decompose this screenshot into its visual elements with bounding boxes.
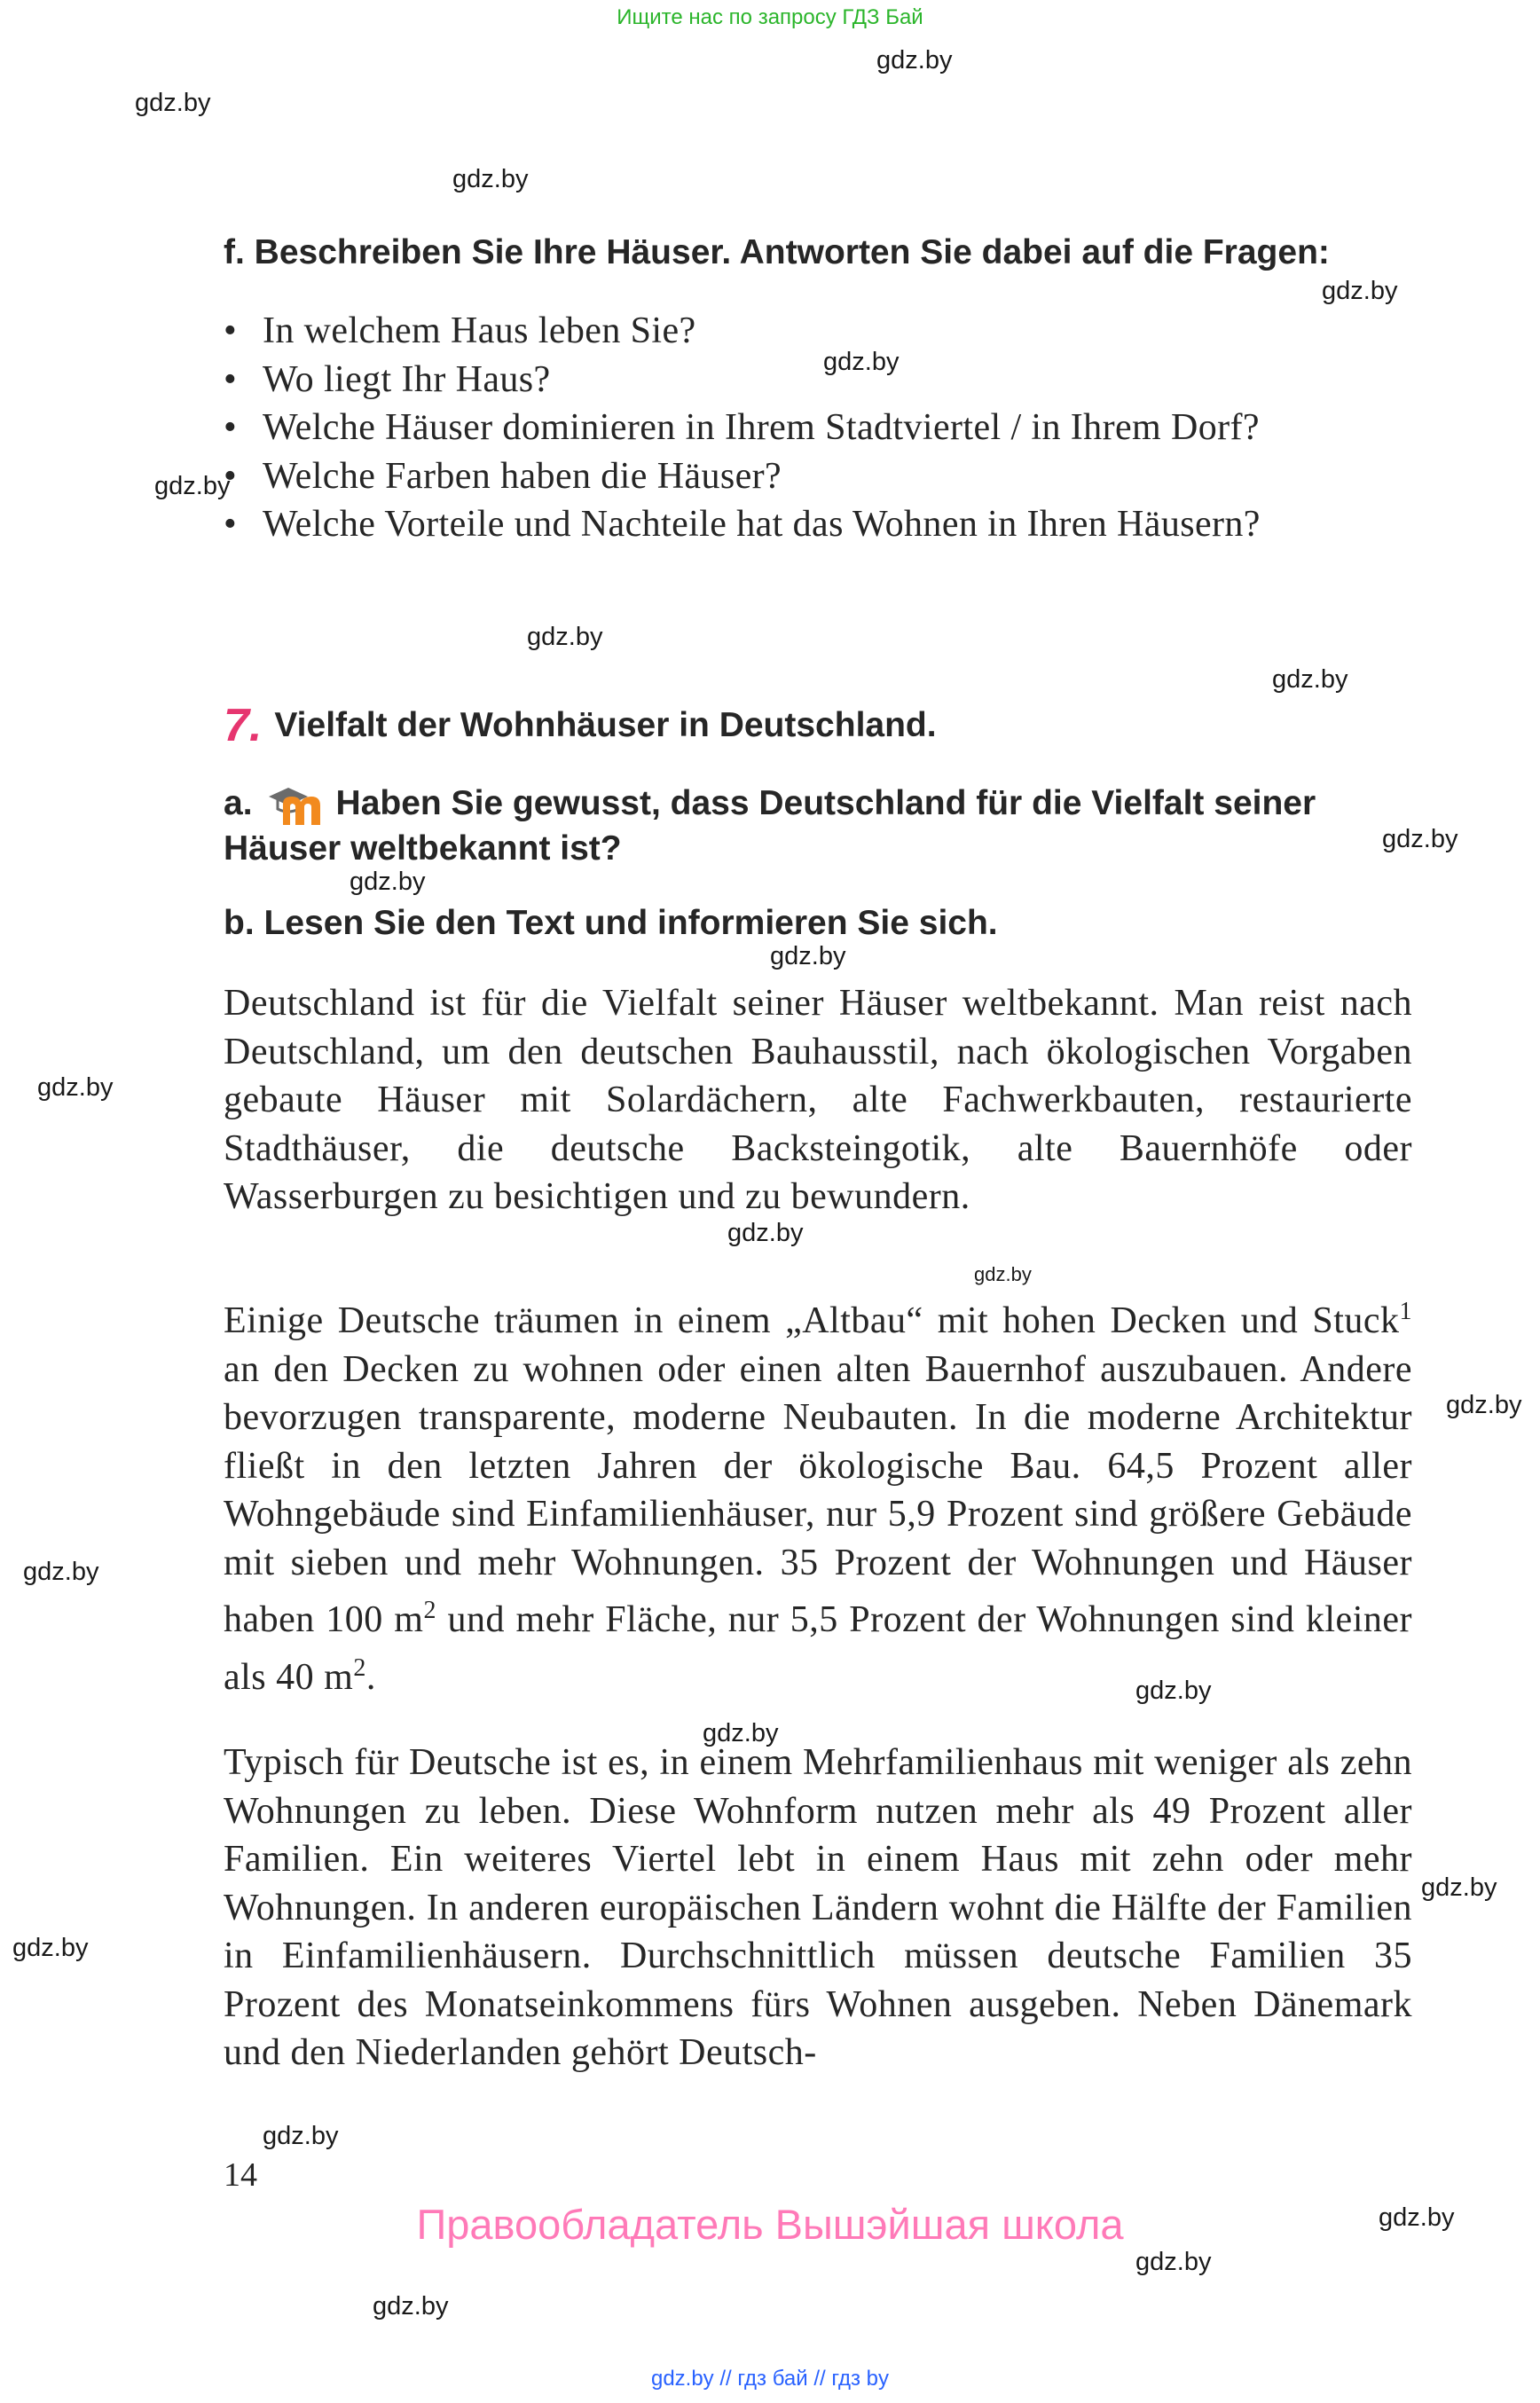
watermark: gdz.by	[974, 1263, 1032, 1285]
section-number: 7.	[224, 700, 263, 751]
section-title: Vielfalt der Wohnhäuser in Deutschland.	[274, 706, 937, 744]
question-item: • Welche Häuser dominieren in Ihrem Stadtviertel / in Ihrem Dorf?	[224, 404, 1412, 452]
watermark: gdz.by	[135, 89, 211, 117]
watermark: gdz.by	[23, 1558, 99, 1586]
task-f-heading: f. Beschreiben Sie Ihre Häuser. Antworten Sie dabei auf die Fragen:	[224, 233, 1330, 271]
watermark: gdz.by	[1272, 665, 1348, 694]
question-item: • Welche Vorteile und Nachteile hat das Wohnen in Ihren Häusern?	[224, 500, 1412, 549]
watermark: gdz.by	[727, 1219, 804, 1247]
task-b-heading: b. Lesen Sie den Text und informieren Sie sich.	[224, 904, 998, 942]
watermark: gdz.by	[373, 2292, 449, 2321]
task-a-prefix: a.	[224, 784, 253, 822]
watermark: gdz.by	[154, 472, 231, 500]
question-item: • Welche Farben haben die Häuser?	[224, 452, 1412, 501]
paragraph-2: Einige Deutsche träumen in einem „Altbau“ mit hohen Decken und Stuck$^1$ an den Decken zu wohnen oder einen alten Bauernhof auszubauen. Andere bevorzugen transparente, moderne Neubauten. In die moderne Architektur fließt in den letzten Jahren der ökologische Bau. 64,5 Prozent aller Wohngebäude sind Einfamilienhäuser, nur 5,9 Prozent sind größere Gebäude mit sieben und mehr Wohnungen. 35 Prozent der Wohnungen und Häuser haben 100 $m^2$ und mehr Fläche, nur 5,5 Prozent der Wohnungen sind kleiner als 40 $m^2$.	[224, 1298, 1412, 1698]
watermark: gdz.by	[1421, 1873, 1497, 1902]
watermark: gdz.by	[876, 46, 953, 75]
m-education-icon	[265, 781, 327, 827]
paragraph-3: Typisch für Deutsche ist es, in einem Mehrfamilienhaus mit weniger als zehn Wohnungen zu leben. Diese Wohnform nutzen mehr als 49 Prozent aller Familien. Ein weiteres Viertel lebt in einem Haus mit zehn oder mehr Wohnungen. In anderen europäischen Ländern wohnt die Hälfte der Familien in Einfamilienhäusern. Durchschnittlich müssen deutsche Familien 35 Prozent des Monatseinkommens fürs Wohnen ausgeben. Neben Dänemark und den Niederlanden gehört Deutsch-	[224, 1742, 1412, 2073]
page-number: 14	[224, 2156, 257, 2194]
watermark: gdz.by	[452, 165, 529, 193]
watermark: gdz.by	[1135, 1677, 1212, 1705]
watermark: gdz.by	[1379, 2203, 1455, 2232]
copyright-notice: Правообладатель Вышэйшая школа	[416, 2201, 1124, 2248]
watermark: gdz.by	[703, 1719, 779, 1747]
paragraph-1: Deutschland ist für die Vielfalt seiner Häuser weltbekannt. Man reist nach Deutschland, um den deutschen Bauhausstil, nach ökologischen Vorgaben gebaute Häuser mit Solardächern, alte Fachwerkbauten, restaurierte Stadthäuser, die deutsche Backsteingotik, alte Bauernhöfe oder Wasserburgen zu besichtigen und zu bewundern.	[224, 983, 1412, 1217]
task-a-line2: Häuser weltbekannt ist?	[224, 829, 622, 868]
question-list	[224, 307, 1412, 549]
watermark: gdz.by	[1322, 277, 1398, 305]
watermark: gdz.by	[263, 2122, 339, 2150]
watermark: gdz.by	[1135, 2248, 1212, 2276]
watermark: gdz.by	[1382, 825, 1458, 853]
watermark: gdz.by	[37, 1073, 114, 1102]
section-heading	[224, 701, 937, 750]
watermark: gdz.by	[350, 868, 426, 896]
question-item: • In welchem Haus leben Sie?	[224, 307, 1412, 356]
top-banner[interactable]: Ищите нас по запросу ГДЗ Бай	[617, 5, 923, 29]
question-item: • Wo liegt Ihr Haus?	[224, 356, 1412, 404]
watermark: gdz.by	[823, 348, 900, 376]
task-a	[224, 781, 1412, 871]
watermark: gdz.by	[1446, 1391, 1522, 1419]
watermark: gdz.by	[770, 942, 846, 970]
watermark: gdz.by	[527, 623, 603, 651]
footer-links[interactable]: gdz.by // гдз бай // гдз by	[650, 2367, 890, 2391]
watermark: gdz.by	[12, 1934, 89, 1962]
task-a-line1: Haben Sie gewusst, dass Deutschland für die Vielfalt seiner	[335, 784, 1316, 822]
footnote-marker: 1	[1399, 1298, 1412, 1325]
